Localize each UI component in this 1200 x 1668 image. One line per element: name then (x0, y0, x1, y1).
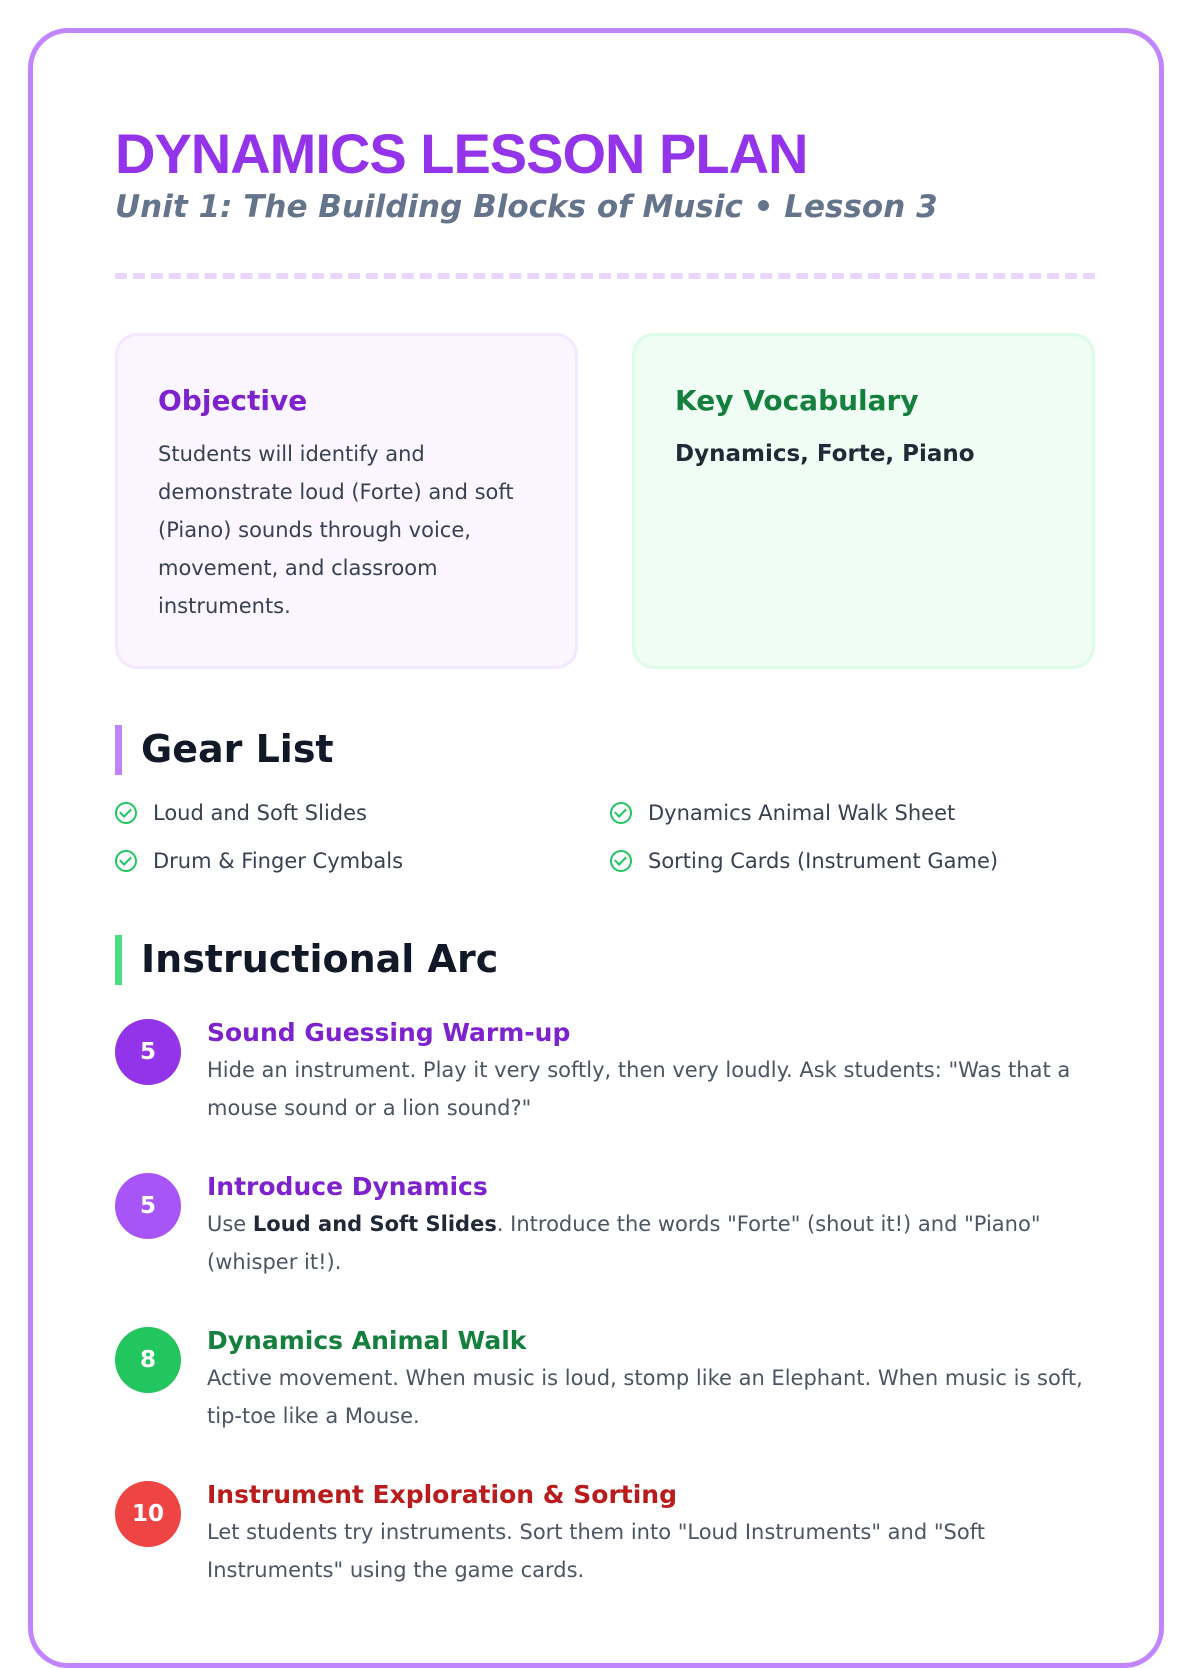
step-description: Hide an instrument. Play it very softly, then very loudly. Ask students: "Was that a mouse sound or a lion sound?" (207, 1058, 1071, 1120)
step-title: Introduce Dynamics (207, 1172, 488, 1201)
gear-item (610, 843, 1095, 879)
step-minutes-badge: 5 (115, 1173, 181, 1239)
step-description: Use Loud and Soft Slides. Introduce the words "Forte" (shout it!) and "Piano" (whisper it!). (207, 1212, 1041, 1274)
step-item (115, 1163, 1095, 1281)
step-item (115, 1317, 1095, 1435)
step-body (207, 1009, 1087, 1127)
objective-text: Students will identify and demonstrate loud (Forte) and soft (Piano) sounds through voice, movement, and classroom instruments. (158, 442, 514, 618)
gear-item (115, 843, 610, 879)
gear-list-heading: Gear List (115, 723, 1095, 775)
vocabulary-box (632, 333, 1095, 669)
page-subtitle: Unit 1: The Building Blocks of Music • Lesson 3 (115, 189, 938, 225)
lesson-plan-card (28, 28, 1164, 1668)
step-body (207, 1163, 1087, 1281)
check-circle-icon (610, 850, 632, 872)
gear-item (610, 795, 1095, 831)
check-circle-icon (115, 850, 137, 872)
step-title: Sound Guessing Warm-up (207, 1018, 571, 1047)
gear-item-label: Sorting Cards (Instrument Game) (648, 849, 999, 873)
objective-heading: Objective (158, 384, 308, 417)
gear-item-label: Loud and Soft Slides (153, 801, 367, 825)
step-item (115, 1009, 1095, 1127)
gear-item-label: Dynamics Animal Walk Sheet (648, 801, 956, 825)
step-minutes-badge: 5 (115, 1019, 181, 1085)
objective-box (115, 333, 578, 669)
check-circle-icon (115, 802, 137, 824)
step-description: Let students try instruments. Sort them into "Loud Instruments" and "Soft Instruments" using the game cards. (207, 1520, 985, 1582)
instructional-arc-heading: Instructional Arc (115, 933, 1095, 985)
step-minutes-badge: 10 (115, 1481, 181, 1547)
gear-item (115, 795, 610, 831)
dashed-divider (115, 273, 1095, 279)
instructional-steps (115, 1009, 1095, 1589)
check-circle-icon (610, 802, 632, 824)
gear-item-label: Drum & Finger Cymbals (153, 849, 404, 873)
step-title: Instrument Exploration & Sorting (207, 1480, 677, 1509)
step-minutes-badge: 8 (115, 1327, 181, 1393)
step-description: Active movement. When music is loud, stomp like an Elephant. When music is soft, tip-toe like a Mouse. (207, 1366, 1083, 1428)
gear-list (115, 795, 1095, 879)
vocabulary-terms: Dynamics, Forte, Piano (675, 441, 975, 467)
step-body (207, 1317, 1087, 1435)
info-boxes (115, 333, 1095, 669)
step-body (207, 1471, 1087, 1589)
step-title: Dynamics Animal Walk (207, 1326, 527, 1355)
lesson-plan-content (115, 121, 1095, 1625)
vocabulary-heading: Key Vocabulary (675, 384, 919, 417)
step-item (115, 1471, 1095, 1589)
page-title: DYNAMICS LESSON PLAN (115, 122, 808, 185)
